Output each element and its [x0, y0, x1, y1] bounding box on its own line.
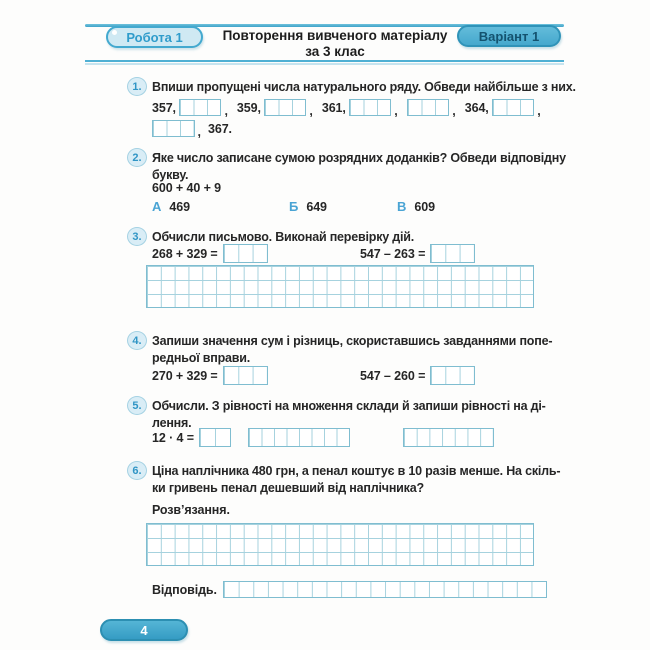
task1-sequence-row2: , 367.	[152, 120, 232, 137]
task6-text: Ціна наплічника 480 грн, а пенал коштує в 10 разів менше. На скіль- ки гривень пенал дешевший від наплічника?	[152, 464, 561, 495]
header-bottom-rule	[85, 60, 564, 62]
task2-number: 2.	[127, 148, 147, 167]
task4-answer-box-left[interactable]	[223, 366, 268, 385]
task3-equation-right: 547 – 263 =	[360, 244, 475, 263]
page-title-line1: Повторення вивченого матеріалу	[222, 28, 448, 43]
variant-badge	[457, 25, 561, 47]
task3-number: 3.	[127, 227, 147, 246]
missing-number-box-365[interactable]	[492, 99, 535, 116]
task5-equation-row: 12 · 4 =	[152, 428, 494, 447]
missing-number-box-362[interactable]	[349, 99, 392, 116]
missing-number-box-366[interactable]	[152, 120, 195, 137]
task2-expression: 600 + 40 + 9	[152, 181, 222, 195]
page-title-line2: за 3 клас	[305, 44, 365, 59]
page-title	[200, 28, 470, 60]
task5-division-box-2[interactable]	[403, 428, 494, 447]
task2-text: Яке число записане сумою розрядних доданків? Обведи відповідну букву.	[152, 151, 566, 182]
task4-text: Запиши значення сум і різниць, скориставшись завданнями попе- редньої вправи.	[152, 334, 553, 365]
option-a[interactable]: А 469	[152, 199, 190, 214]
work-badge	[106, 26, 203, 48]
task5-division-box-1[interactable]	[248, 428, 350, 447]
task5-product-box[interactable]	[199, 428, 231, 447]
task5-text: Обчисли. З рівності на множення склади й запиши рівності на ді- лення.	[152, 399, 546, 430]
task3-answer-box-left[interactable]	[223, 244, 268, 263]
option-b[interactable]: Б 649	[289, 199, 327, 214]
task4-answer-box-right[interactable]	[430, 366, 475, 385]
task5-number: 5.	[127, 396, 147, 415]
task3-equation-left: 268 + 329 =	[152, 244, 268, 263]
task4-equation-right: 547 – 260 =	[360, 366, 475, 385]
task4-number: 4.	[127, 331, 147, 350]
task6-work-grid[interactable]	[146, 523, 534, 566]
task2-options	[152, 199, 435, 214]
badge-highlight-dot	[112, 30, 117, 35]
task4-equation-left: 270 + 329 =	[152, 366, 268, 385]
task6-number: 6.	[127, 461, 147, 480]
answer-cells[interactable]	[223, 581, 547, 598]
missing-number-box-358[interactable]	[179, 99, 222, 116]
missing-number-box-363[interactable]	[407, 99, 450, 116]
answer-row	[152, 581, 547, 598]
page-number-badge	[100, 619, 188, 641]
task3-answer-box-right[interactable]	[430, 244, 475, 263]
answer-label: Відповідь.	[152, 582, 217, 597]
page-number: 4	[140, 622, 148, 638]
variant-badge-label: Варіант 1	[478, 28, 540, 44]
task1-number: 1.	[127, 77, 147, 96]
solution-label: Розв’язання.	[152, 503, 230, 517]
task3-text: Обчисли письмово. Виконай перевірку дій.	[152, 230, 415, 244]
work-badge-label: Робота 1	[126, 29, 183, 45]
task1-sequence-row1: 357, , 359, , 361, , , 364, ,	[152, 100, 541, 118]
missing-number-box-360[interactable]	[264, 99, 307, 116]
task1-text: Впиши пропущені числа натурального ряду. Обведи найбільше з них.	[152, 80, 576, 94]
task3-work-grid[interactable]	[146, 265, 534, 308]
option-v[interactable]: В 609	[397, 199, 435, 214]
